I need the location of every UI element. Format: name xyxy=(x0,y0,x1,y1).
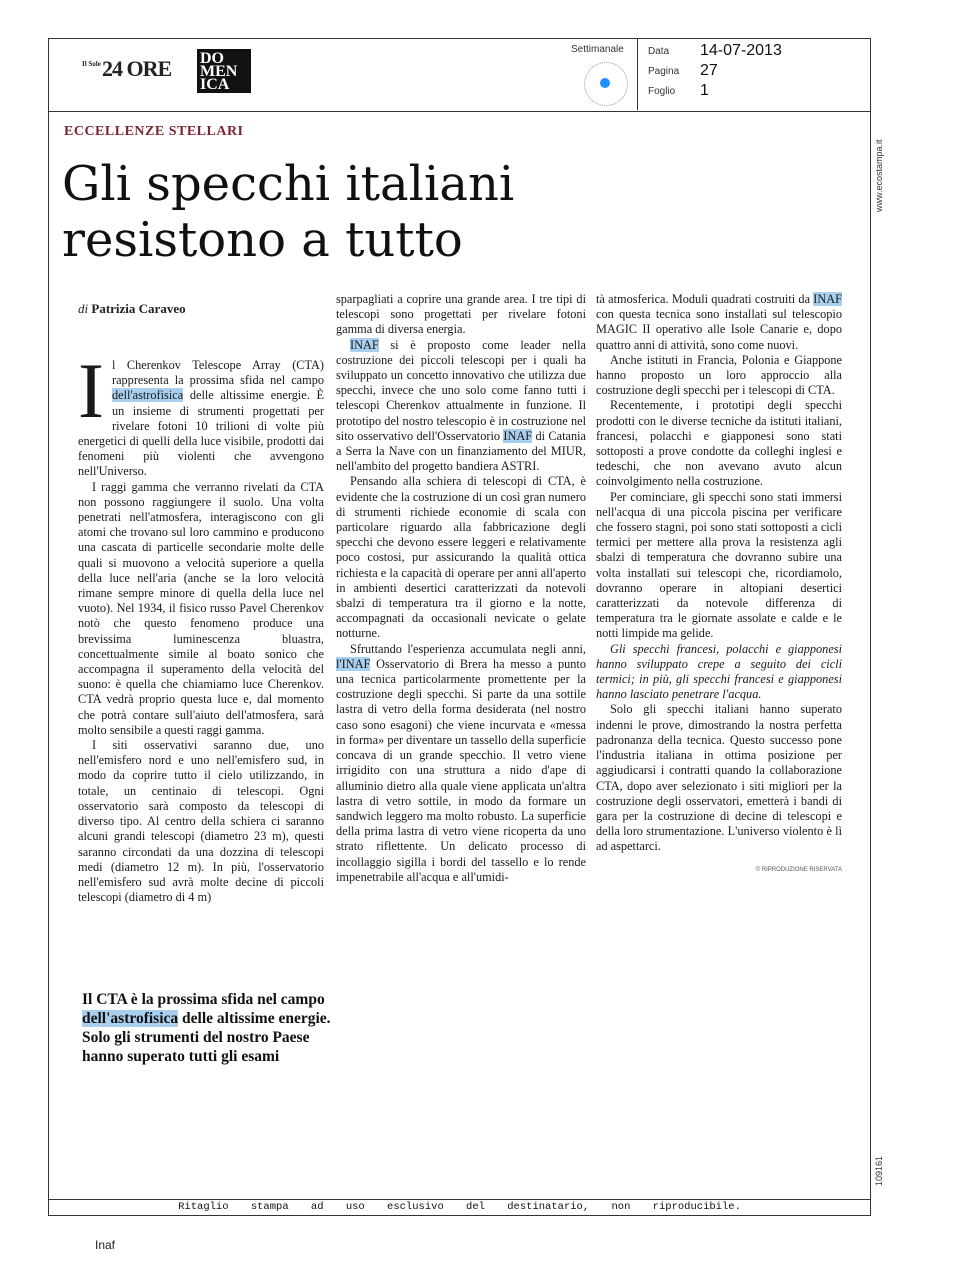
side-code: 109161 xyxy=(874,1155,884,1186)
paragraph: Anche istituti in Francia, Polonia e Giappone hanno proposto un loro approccio alla costruzione degli specchi per i telescopi di CTA. xyxy=(596,352,842,398)
article-column-1 xyxy=(78,347,324,905)
paragraph: tà atmosferica. Moduli quadrati costruiti da INAF con questa tecnica sono installati sul telescopio MAGIC II operativo alle Isole Canarie e, dopo quattro anni di attività, sono come nuovi. xyxy=(596,292,842,352)
highlight-term: INAF xyxy=(350,337,379,352)
page-label: Pagina xyxy=(648,66,680,77)
paragraph: Recentemente, i prototipi degli specchi prodotti con le diverse tecniche da istituti italiani, francesi, polacchi e giapponesi sono stati sottoposti a prove condotte da colleghi inglesi e tedeschi, che non avevano avuto alcun coinvolgimento nella costruzione. xyxy=(596,398,842,489)
domenica-line-2: MEN xyxy=(200,63,238,80)
article-column-2 xyxy=(336,292,586,885)
paragraph: Pensando alla schiera di telescopi di CTA, è evidente che la costruzione di un così gran numero di strumenti richiede economie di scala con particolare riguardo alla fabbricazione degli specchi che devono essere leggeri e relativamente poco costosi, pur assicurando la qualità ottica richiesta e la capacità di operare per anni all'aperto in ambienti desertici caratterizzati da notevoli sbalzi di temperatura tra il giorno e la notte, accompagnati da occasionali nevicate o gelate notturne. xyxy=(336,474,586,641)
highlight-term: l'INAF xyxy=(336,656,371,671)
paragraph: Il Cherenkov Telescope Array (CTA) rappresenta la prossima sfida nel campo dell'astrofisica delle altissime energie. È un insieme di strumenti progettati per rivelare fotoni 10 trilioni di volte più energetici di quelli della luce visibile, prodotti dai fenomeni più violenti che avvengono nell'Universo. xyxy=(78,347,324,479)
paragraph: Solo gli specchi italiani hanno superato indenni le prove, dimostrando la nostra perfetta padronanza della tecnica. Questo successo pone l'industria italiana in ottima posizione per aggiudicarsi i contratti quando la collaborazione CTA, dopo aver selezionato i siti migliori per la costruzione degli osservatori, emetterà i bandi di gara per la costruzione di decine di telescopi e della loro strumentazione. L'universo violento è lì ad aspettarci. xyxy=(596,702,842,854)
headline xyxy=(62,156,622,268)
header-divider xyxy=(637,38,638,110)
highlight-term: INAF xyxy=(813,292,842,306)
paragraph: sparpagliati a coprire una grande area. I tre tipi di telescopi sono progettati per rivelare fotoni gamma di diversa energia. xyxy=(336,292,586,337)
paragraph: I raggi gamma che verranno rivelati da CTA non possono raggiungere il suolo. Una volta penetrati nell'atmosfera, interagiscono con gli atomi che trovano sul loro cammino e producono una cascata di particelle secondarie molte delle quali si muovono a velocità superiore a quella della luce nell'aria (anche se la loro velocità rimane sempre minore di quella della luce nel vuoto). Nel 1934, il fisico russo Pavel Cherenkov notò che questo fenomeno produce una brevissima luminescenza bluastra, concettualmente simile al boato sonico che accompagna il superamento della velocità del suono: è quella che chiamiamo luce Cherenkov. CTA vedrà proprio questa luce e, dal momento che potrà contare sull'aiuto dell'atmosfera, sarà molto sensibile a questi raggi gamma. xyxy=(78,479,324,737)
headline-line-1: Gli specchi italiani xyxy=(62,156,515,212)
article-column-3 xyxy=(596,292,842,878)
date-value: 14-07-2013 xyxy=(700,42,782,59)
sheet-label: Foglio xyxy=(648,86,676,97)
paragraph: Sfruttando l'esperienza accumulata negli anni, l'INAF Osservatorio di Brera ha messo a punto una tecnica particolarmente promettente per la costruzione degli specchi. Si parte da una sottile lastra di vetro della forma desiderata (nel nostro caso sono esagoni) che viene incurvata e «messa in forma» per diventare un tassello della superficie concava di un grande specchio. Il vetro viene irrigidito con una struttura a nido d'ape di alluminio dietro alla quale viene applicata un'altra lastra di vetro sottile, in modo da formare un sandwich leggero ma molto robusto. La superficie della prima lastra di vetro viene ricoperta da uno strato riflettente. Un delicato processo di incollaggio sigilla i bordi del tassello e lo rende impenetrabile all'acqua e all'umidi- xyxy=(336,641,586,884)
ecostampa-logo-icon xyxy=(584,62,628,106)
headline-line-2: resistono a tutto xyxy=(62,212,463,268)
date-label: Data xyxy=(648,46,670,57)
byline-prefix: di xyxy=(78,301,89,316)
sheet-value: 1 xyxy=(700,82,709,99)
logo-dot-icon xyxy=(600,78,610,88)
publisher-logo: 24 ORE xyxy=(102,56,172,81)
highlight-term: INAF xyxy=(503,428,533,443)
paragraph: I siti osservativi saranno due, uno nell'emisfero nord e uno nell'emisfero sud, in modo da coprire tutto il cielo utilizzando, in totale, un centinaio di telescopi. Ogni osservatorio sarà composto da telescopi di diverso tipo. Al centro della schiera ci saranno alcuni grandi telescopi (diametro 23 m), questi saranno circondati da una dozzina di telescopi medi (diametro 12 m). In più, l'osservatorio nell'emisfero sud avrà molte decine di piccoli telescopi (diametro di 4 m) xyxy=(78,738,324,905)
pullquote: Il CTA è la prossima sfida nel campo dell'astrofisica delle altissime energie. Solo gli strumenti del nostro Paese hanno superato tutti gli esami xyxy=(82,991,331,1065)
section-label: ECCELLENZE STELLARI xyxy=(64,124,244,139)
page-value: 27 xyxy=(700,62,718,79)
byline-author: Patrizia Caraveo xyxy=(91,301,186,316)
dropcap: I xyxy=(78,347,104,434)
publisher-small: Il Sole xyxy=(82,60,101,68)
paragraph: Per cominciare, gli specchi sono stati immersi nell'acqua di una piccola piscina per verificare che fossero stagni, poi sono stati sottoposti a cicli termici per mettere alla prova la resistenza agli sbalzi di temperatura che dovranno subire una volta installati sui telescopi che, ricordiamolo, dovranno operare in altopiani desertici caratterizzati da notevole differenza di temperatura tra le giornate assolate e calde e le notti limpide ma gelide. xyxy=(596,489,842,641)
highlight-term: dell'astrofisica xyxy=(111,388,184,403)
byline xyxy=(78,301,186,317)
periodicity-label: Settimanale xyxy=(571,44,624,55)
bottom-label: Inaf xyxy=(95,1238,116,1252)
highlight-term: dell'astrofisica xyxy=(82,1010,179,1027)
domenica-line-1: DO xyxy=(200,50,224,67)
paragraph: Gli specchi francesi, polacchi e giapponesi hanno sviluppato crepe a seguito dei cicli termici; in più, gli specchi francesi e giapponesi hanno lasciato penetrare l'acqua. xyxy=(596,641,842,702)
copyright-note: © RIPRODUZIONE RISERVATA xyxy=(755,866,842,873)
domenica-line-3: ICA xyxy=(200,76,230,93)
ecostampa-url: www.ecostampa.it xyxy=(874,139,884,212)
footer-disclaimer: Ritaglio stampa ad uso esclusivo del destinatario, non riproducibile. xyxy=(48,1199,871,1216)
paragraph: INAF si è proposto come leader nella costruzione dei piccoli telescopi per i quali ha sviluppato un concetto innovativo che utilizza due specchi, invece che uno solo come fanno tutti i telescopi Cherenkov attualmente in funzione. Il prototipo del nostro telescopio è in costruzione nel sito osservativo dell'Osservatorio INAF di Catania a Serra la Nave con un finanziamento del MIUR, nell'ambito del progetto bandiera ASTRI. xyxy=(336,337,586,474)
domenica-logo xyxy=(197,49,251,93)
